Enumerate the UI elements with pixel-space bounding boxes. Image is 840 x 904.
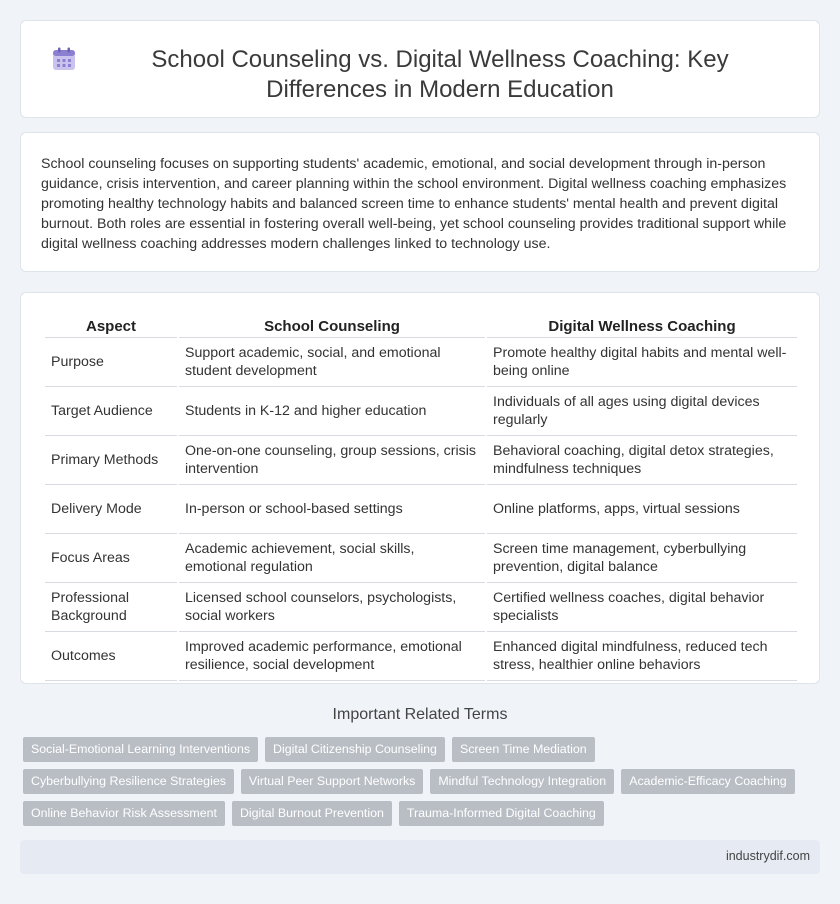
header-card (20, 20, 820, 118)
table-header-row (45, 316, 797, 338)
school-counseling-cell: Students in K-12 and higher education (179, 387, 485, 436)
school-counseling-cell: Improved academic performance, emotional resilience, social development (179, 632, 485, 681)
related-term-tag[interactable]: Social-Emotional Learning Interventions (23, 737, 258, 762)
related-term-tag[interactable]: Mindful Technology Integration (430, 769, 614, 794)
aspect-cell: Focus Areas (45, 534, 177, 583)
page-title: School Counseling vs. Digital Wellness Coaching: Key Differences in Modern Education (151, 46, 729, 103)
aspect-cell: Target Audience (45, 387, 177, 436)
header-aspect: Aspect (45, 316, 177, 338)
intro-paragraph: School counseling focuses on supporting students' academic, emotional, and social development through in-person guidance, crisis intervention, and career planning within the school environment. Digital wellness coaching emphasizes promoting healthy technology habits and balanced screen time to enhance students' mental health and prevent digital burnout. Both roles are essential in fostering overall well-being, yet school counseling provides traditional support while digital wellness coaching addresses modern challenges linked to technology use. (41, 156, 787, 252)
school-counseling-cell: Academic achievement, social skills, emotional regulation (179, 534, 485, 583)
footer (20, 840, 820, 874)
table-row (45, 534, 797, 583)
digital-wellness-cell: Promote healthy digital habits and mental well-being online (487, 338, 797, 387)
intro-card (20, 132, 820, 272)
aspect-cell: Delivery Mode (45, 485, 177, 534)
school-counseling-cell: One-on-one counseling, group sessions, crisis intervention (179, 436, 485, 485)
school-counseling-cell: Support academic, social, and emotional student development (179, 338, 485, 387)
digital-wellness-cell: Certified wellness coaches, digital behavior specialists (487, 583, 797, 632)
aspect-cell: Professional Background (45, 583, 177, 632)
header-school-counseling: School Counseling (179, 316, 485, 338)
digital-wellness-cell: Online platforms, apps, virtual sessions (487, 485, 797, 534)
table-row (45, 436, 797, 485)
related-term-tag[interactable]: Academic-Efficacy Coaching (621, 769, 794, 794)
school-counseling-cell: In-person or school-based settings (179, 485, 485, 534)
comparison-table (43, 316, 799, 681)
table-row (45, 387, 797, 436)
digital-wellness-cell: Individuals of all ages using digital devices regularly (487, 387, 797, 436)
aspect-cell: Purpose (45, 338, 177, 387)
school-counseling-cell: Licensed school counselors, psychologists, social workers (179, 583, 485, 632)
table-row (45, 632, 797, 681)
related-term-tag[interactable]: Digital Burnout Prevention (232, 801, 392, 826)
related-terms-list (23, 737, 803, 826)
digital-wellness-cell: Enhanced digital mindfulness, reduced tech stress, healthier online behaviors (487, 632, 797, 681)
related-term-tag[interactable]: Virtual Peer Support Networks (241, 769, 423, 794)
related-term-tag[interactable]: Online Behavior Risk Assessment (23, 801, 225, 826)
digital-wellness-cell: Behavioral coaching, digital detox strategies, mindfulness techniques (487, 436, 797, 485)
table-row (45, 338, 797, 387)
footer-site-link[interactable]: industrydif.com (725, 849, 810, 863)
related-term-tag[interactable]: Trauma-Informed Digital Coaching (399, 801, 604, 826)
table-row (45, 485, 797, 534)
related-term-tag[interactable]: Digital Citizenship Counseling (265, 737, 445, 762)
aspect-cell: Outcomes (45, 632, 177, 681)
related-terms-title: Important Related Terms (332, 706, 508, 723)
related-term-tag[interactable]: Screen Time Mediation (452, 737, 595, 762)
digital-wellness-cell: Screen time management, cyberbullying prevention, digital balance (487, 534, 797, 583)
table-row (45, 583, 797, 632)
header-digital-wellness-coaching: Digital Wellness Coaching (487, 316, 797, 338)
aspect-cell: Primary Methods (45, 436, 177, 485)
comparison-table-card (20, 292, 820, 684)
related-term-tag[interactable]: Cyberbullying Resilience Strategies (23, 769, 234, 794)
